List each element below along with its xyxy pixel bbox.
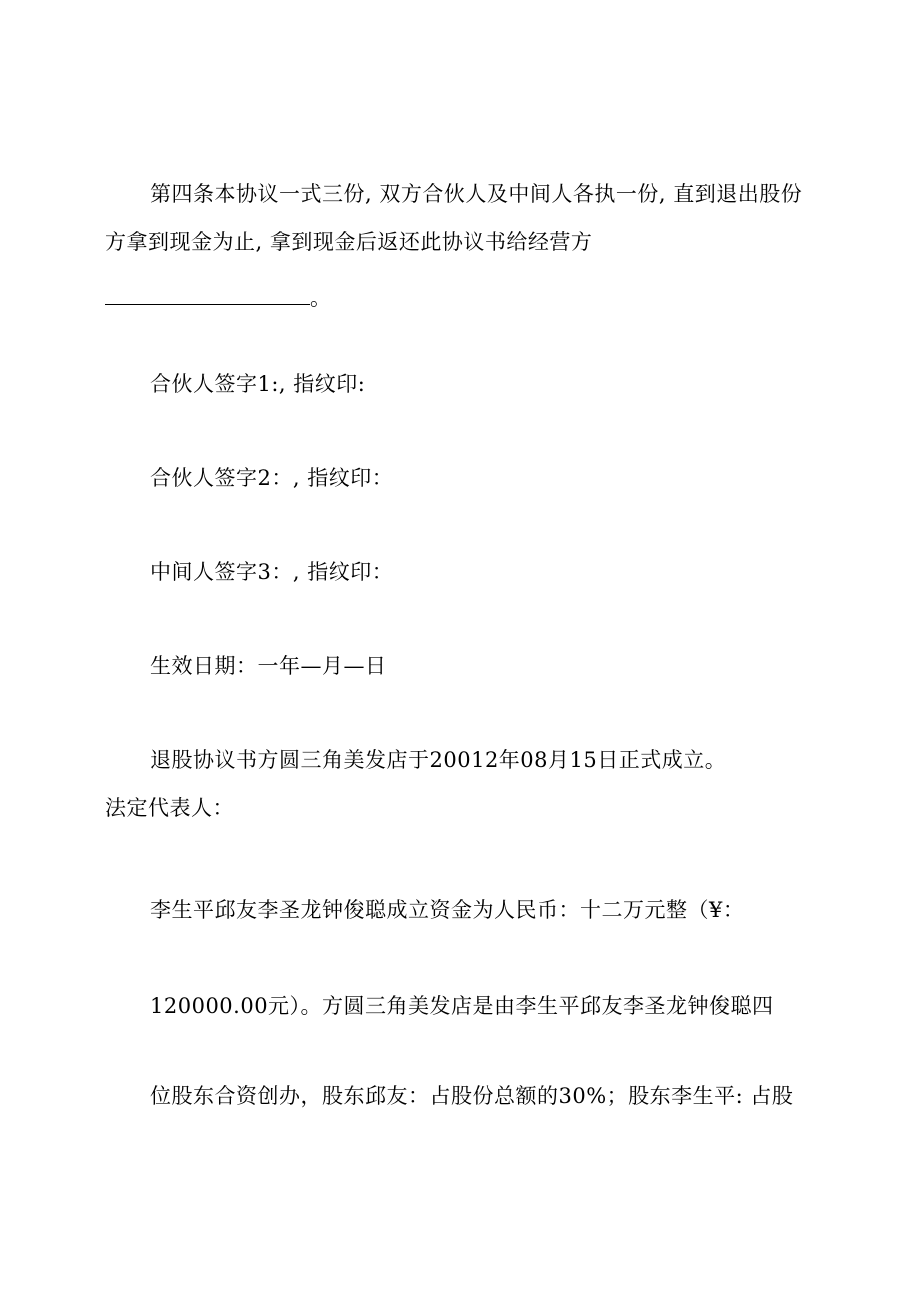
withdrawal-agreement-title: 退股协议书方圆三角美发店于20012年08月15日正式成立。 <box>150 748 727 772</box>
legal-representative: 法定代表人： <box>105 796 234 820</box>
article4-line2: 方拿到现金为止, 拿到现金后返还此协议书给经营方 <box>105 230 593 254</box>
article4-period: 。 <box>310 286 332 310</box>
body-line-1: 李生平邱友李圣龙钟俊聪成立资金为人民币：十二万元整（¥： <box>150 898 745 922</box>
middleman-signature-3: 中间人签字3：, 指纹印： <box>150 560 394 584</box>
partner-signature-2: 合伙人签字2：, 指纹印： <box>150 466 394 490</box>
partner-signature-1: 合伙人签字1:, 指纹印: <box>150 372 366 396</box>
article4-blank-line <box>105 284 332 312</box>
effective-date: 生效日期：一年—月—日 <box>150 654 387 678</box>
article4-line1: 第四条本协议一式三份, 双方合伙人及中间人各执一份, 直到退出股份 <box>150 182 803 206</box>
body-line-2: 120000.00元）。方圆三角美发店是由李生平邱友李圣龙钟俊聪四 <box>150 994 774 1018</box>
body-line-3: 位股东合资创办，股东邱友：占股份总额的30%；股东李生平: 占股 <box>150 1084 794 1108</box>
signature-blank <box>105 286 310 305</box>
